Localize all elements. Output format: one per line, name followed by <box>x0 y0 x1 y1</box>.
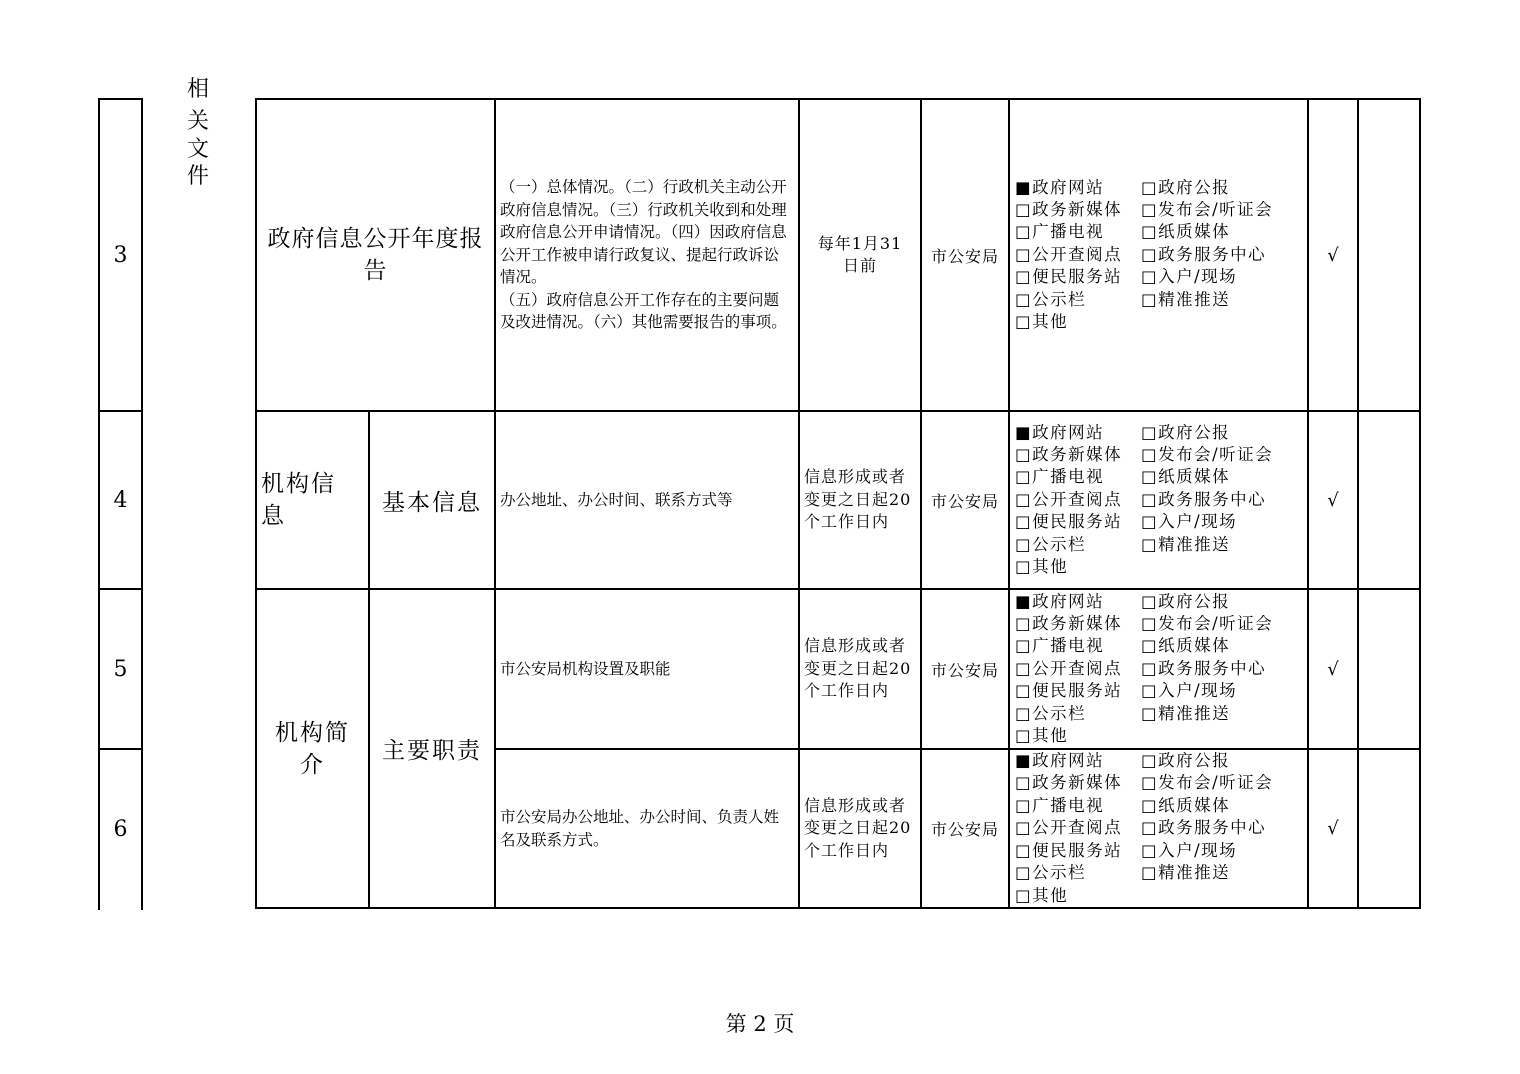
row-category: 机构信息 <box>261 471 336 529</box>
channel-option: □其他 <box>1015 885 1069 905</box>
grid-line <box>141 98 143 910</box>
row-number: 3 <box>113 242 128 268</box>
row-content: 市公安局办公地址、办公时间、负责人姓名及联系方式。 <box>500 808 780 849</box>
channel-option: □政务服务中心 <box>1141 489 1267 509</box>
channel-option: □入户/现场 <box>1141 840 1238 860</box>
channel-option: □公开查阅点 <box>1015 818 1123 838</box>
channel-option: □政务新媒体 <box>1015 613 1123 633</box>
row-content: 办公地址、办公时间、联系方式等 <box>500 490 733 509</box>
grid-line <box>1419 98 1421 909</box>
row-unit: 市公安局 <box>930 820 999 839</box>
row-time-limit: 信息形成或者变更之日起20个工作日内 <box>804 467 912 532</box>
channel-option: □精准推送 <box>1141 703 1231 723</box>
channel-option: □政务服务中心 <box>1141 818 1267 838</box>
channel-option: □精准推送 <box>1141 863 1231 883</box>
channel-option: □发布会/听证会 <box>1141 613 1274 633</box>
channel-option: □其他 <box>1015 312 1069 332</box>
channel-option: □政务服务中心 <box>1141 244 1267 264</box>
channel-list <box>1010 412 1307 588</box>
channel-option: ■政府网站 <box>1015 591 1105 611</box>
channel-option: □入户/现场 <box>1141 512 1238 532</box>
channel-option: □广播电视 <box>1015 795 1105 815</box>
channel-option: □便民服务站 <box>1015 840 1123 860</box>
channel-option: □其他 <box>1015 726 1069 746</box>
row-unit: 市公安局 <box>930 660 999 680</box>
check-mark: √ <box>1327 658 1339 680</box>
channel-option: ■政府网站 <box>1015 751 1105 771</box>
channel-option: □便民服务站 <box>1015 512 1123 532</box>
check-mark: √ <box>1327 244 1339 266</box>
channel-option: □政府公报 <box>1141 751 1231 771</box>
row-unit: 市公安局 <box>930 246 999 266</box>
channel-option: □便民服务站 <box>1015 681 1123 701</box>
channel-list <box>1010 590 1307 748</box>
channel-option: □便民服务站 <box>1015 267 1123 287</box>
row-content <box>496 100 798 410</box>
channel-option: □纸质媒体 <box>1141 467 1231 487</box>
channel-option: □公示栏 <box>1015 703 1087 723</box>
channel-option: □政务新媒体 <box>1015 199 1123 219</box>
channel-option: □广播电视 <box>1015 636 1105 656</box>
channel-option: □纸质媒体 <box>1141 222 1231 242</box>
merged-category: 机构简介 <box>275 719 350 778</box>
merged-subcategory: 主要职责 <box>382 738 482 764</box>
row-number: 5 <box>113 656 128 682</box>
channel-option: ■政府网站 <box>1015 422 1105 442</box>
channel-option: □入户/现场 <box>1141 681 1238 701</box>
section-label: 关 文 件 <box>186 109 209 189</box>
page-footer: 第 2 页 <box>725 1012 795 1036</box>
channel-option: □纸质媒体 <box>1141 636 1231 656</box>
row-content: 市公安局机构设置及职能 <box>500 659 671 678</box>
channel-option: □纸质媒体 <box>1141 795 1231 815</box>
channel-option: □公开查阅点 <box>1015 489 1123 509</box>
channel-option: □精准推送 <box>1141 289 1231 309</box>
channel-option: □公示栏 <box>1015 534 1087 554</box>
channel-list <box>1010 100 1307 410</box>
row-number: 6 <box>113 817 128 842</box>
channel-option: □政府公报 <box>1141 591 1231 611</box>
grid-line <box>255 907 1421 909</box>
grid-line <box>1357 98 1359 909</box>
row-subcategory: 基本信息 <box>382 489 482 516</box>
row-time-limit: 信息形成或者变更之日起20个工作日内 <box>804 795 912 860</box>
row-number: 4 <box>113 487 128 513</box>
check-mark: √ <box>1327 489 1339 511</box>
check-mark: √ <box>1327 818 1339 839</box>
channel-option: □其他 <box>1015 557 1069 577</box>
channel-option: ■政府网站 <box>1015 177 1105 197</box>
row-unit: 市公安局 <box>930 491 999 511</box>
channel-option: □公示栏 <box>1015 289 1087 309</box>
channel-option: □政务服务中心 <box>1141 658 1267 678</box>
channel-option: □发布会/听证会 <box>1141 444 1274 464</box>
channel-option: □精准推送 <box>1141 534 1231 554</box>
channel-list <box>1010 750 1307 907</box>
section-label-cut: 相 <box>186 77 209 102</box>
row-time-limit: 信息形成或者变更之日起20个工作日内 <box>804 636 912 701</box>
channel-option: □入户/现场 <box>1141 267 1238 287</box>
content-paragraph: （一）总体情况。（二）行政机关主动公开政府信息情况。（三）行政机关收到和处理政府信息公开申请情况。（四）因政府信息公开工作被申请行政复议、提起行政诉讼情况。 <box>500 178 787 287</box>
channel-option: □发布会/听证会 <box>1141 773 1274 793</box>
channel-option: □政府公报 <box>1141 177 1231 197</box>
channel-option: □政务新媒体 <box>1015 773 1123 793</box>
channel-option: □公开查阅点 <box>1015 244 1123 264</box>
channel-option: □广播电视 <box>1015 467 1105 487</box>
channel-option: □公开查阅点 <box>1015 658 1123 678</box>
row-time-limit: 每年1月31日前 <box>817 233 903 275</box>
channel-option: □广播电视 <box>1015 222 1105 242</box>
channel-option: □发布会/听证会 <box>1141 199 1274 219</box>
content-paragraph: （五）政府信息公开工作存在的主要问题及改进情况。（六）其他需要报告的事项。 <box>500 290 787 332</box>
channel-option: □政府公报 <box>1141 422 1231 442</box>
channel-option: □公示栏 <box>1015 863 1087 883</box>
channel-option: □政务新媒体 <box>1015 444 1123 464</box>
row-title: 政府信息公开年度报告 <box>267 226 484 284</box>
